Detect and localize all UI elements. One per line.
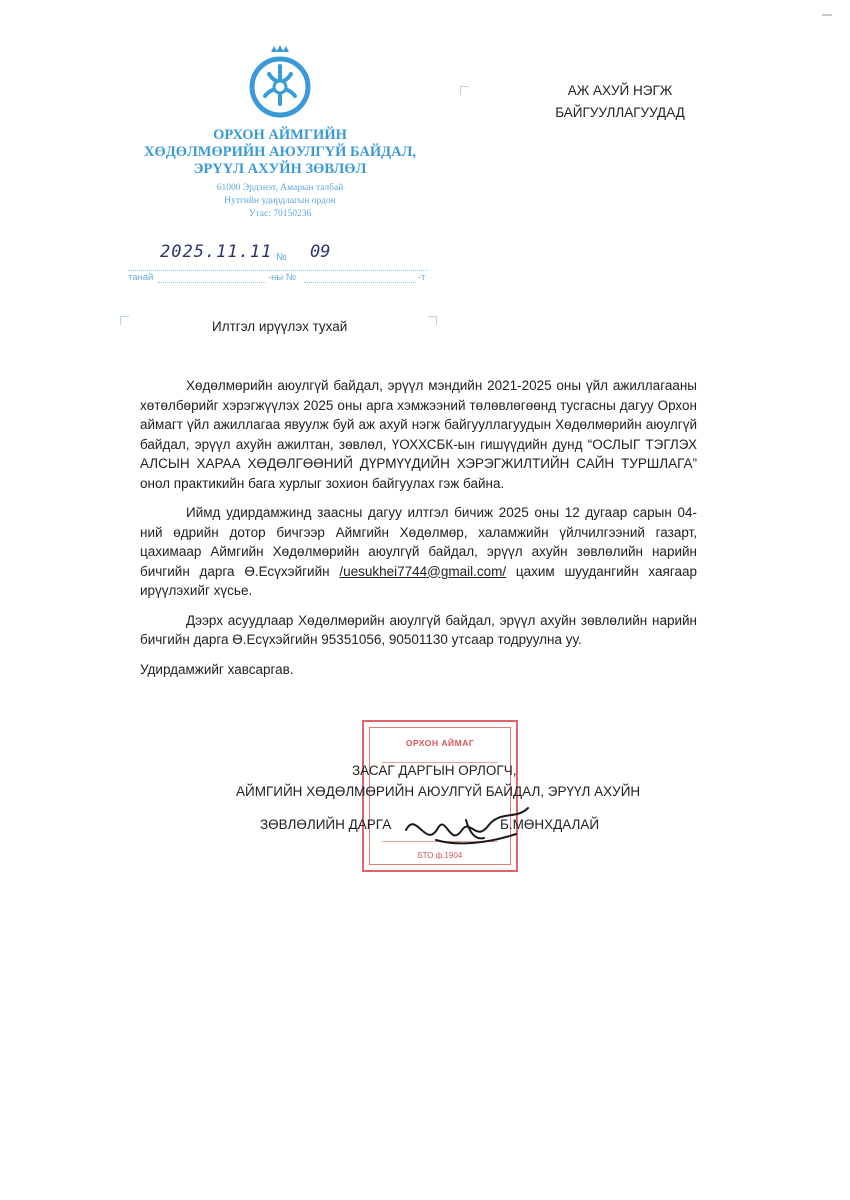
letter-subject: Илтгэл ирүүлэх тухай	[212, 319, 348, 334]
corner-mark	[428, 316, 437, 325]
org-name-line: ОРХОН АЙМГИЙН	[213, 127, 347, 143]
number-label: №	[276, 252, 287, 263]
signatory-title: ЗӨВЛӨЛИЙН ДАРГА	[260, 817, 392, 832]
address-line: Нутгийн удирдлагын ордон	[224, 196, 336, 206]
of-label: -ны №	[268, 272, 297, 283]
recipient-line: АЖ АХУЙ НЭГЖ	[567, 83, 673, 98]
to-label: танай	[128, 272, 154, 283]
letter-body	[140, 376, 697, 689]
letter-date: 2025.11.11	[160, 242, 273, 262]
signatory-name: Б.МӨНХДАЛАЙ	[500, 817, 600, 832]
recipient	[520, 80, 720, 124]
reference-line	[128, 242, 428, 271]
handwritten-signature	[396, 790, 546, 860]
org-name-line: ХӨДӨЛМӨРИЙН АЮУЛГҮЙ БАЙДАЛ,	[143, 144, 417, 160]
organization-address	[120, 182, 440, 221]
body-paragraph: Хөдөлмөрийн аюулгүй байдал, эрүүл мэндийн 2021-2025 оны үйл ажиллагааны хөтөлбөрийг хэрэгжүүлэх 2025 оны арга хэмжээний төлөвлөгөөнд тусгасны дагуу Орхон аймагт үйл ажиллагаа явуулж буй аж ахуй нэгж байгууллагуудын Хөдөлмөрийн аюулгүй байдал, эрүүл ахуйн ажилтан, зөвлөл, ҮОХХСБК-ын гишүүдийн дунд “ОСЛЫГ ТЭГЛЭХ АЛСЫН ХАРАА ХӨДӨЛГӨӨНИЙ ДҮРМҮҮДИЙН ХЭРЭГЖИЛТИЙН САЙН ТУРШЛАГА” онол практикийн бага хурлыг зохион байгуулах гэж байна.	[140, 378, 697, 491]
org-name-line: ЭРҮҮЛ АХУЙН ЗӨВЛӨЛ	[193, 161, 367, 177]
orkhon-aimag-emblem-icon	[245, 44, 315, 120]
recipient-line: БАЙГУУЛЛАГУУДАД	[555, 105, 685, 120]
suffix-label: -т	[418, 272, 426, 283]
signatory-title: ЗАСАГ ДАРГЫН ОРЛОГЧ,	[352, 763, 517, 778]
address-line: 61000 Эрдэнэт, Амарын талбай	[216, 183, 344, 193]
attachment-note: Удирдамжийг хавсаргав.	[140, 661, 294, 677]
body-text: Иймд удирдамжинд заасны дагуу илтгэл бичиж 2025 оны 12 дугаар сарын 04-ний өдрийн дотор бичгээр Аймгийн Хөдөлмөр, халамжийн үйлчилгээний газарт, цахимаар Аймгийн Хөдөлмөрийн аюулгүй байдал, эрүүл ахуйн зөвлөлийн нарийн бичгийн дарга Ө.Есүхэйгийн	[140, 505, 697, 579]
body-paragraph	[140, 503, 697, 601]
email-link[interactable]: /uesukhei7744@gmail.com/	[339, 563, 507, 579]
reply-reference-line	[128, 272, 428, 286]
letter-number: 09	[310, 242, 331, 262]
corner-mark	[460, 86, 469, 95]
stamp-code: БТО ф.1904	[417, 851, 463, 860]
scan-mark	[822, 14, 832, 16]
signatory-title: АЙМГИЙН ХӨДӨЛМӨРИЙН АЮУЛГҮЙ БАЙДАЛ, ЭРҮҮЛ АХУЙН	[236, 784, 641, 799]
address-phone: Утас: 70150236	[248, 209, 312, 219]
organization-name	[120, 127, 440, 178]
dotted-field	[304, 272, 416, 283]
corner-mark	[120, 316, 129, 325]
stamp-title: ОРХОН АЙМАГ	[405, 738, 475, 748]
dotted-field	[158, 272, 266, 283]
body-text: цахим шуудангийн хаягаар ирүүлэхийг хүсье.	[140, 563, 697, 598]
body-paragraph: Дээрх асуудлаар Хөдөлмөрийн аюулгүй байдал, эрүүл ахуйн зөвлөлийн нарийн бичгийн дарга Ө.Есүхэйгийн 95351056, 90501130 утсаар тодруулна уу.	[140, 612, 697, 647]
